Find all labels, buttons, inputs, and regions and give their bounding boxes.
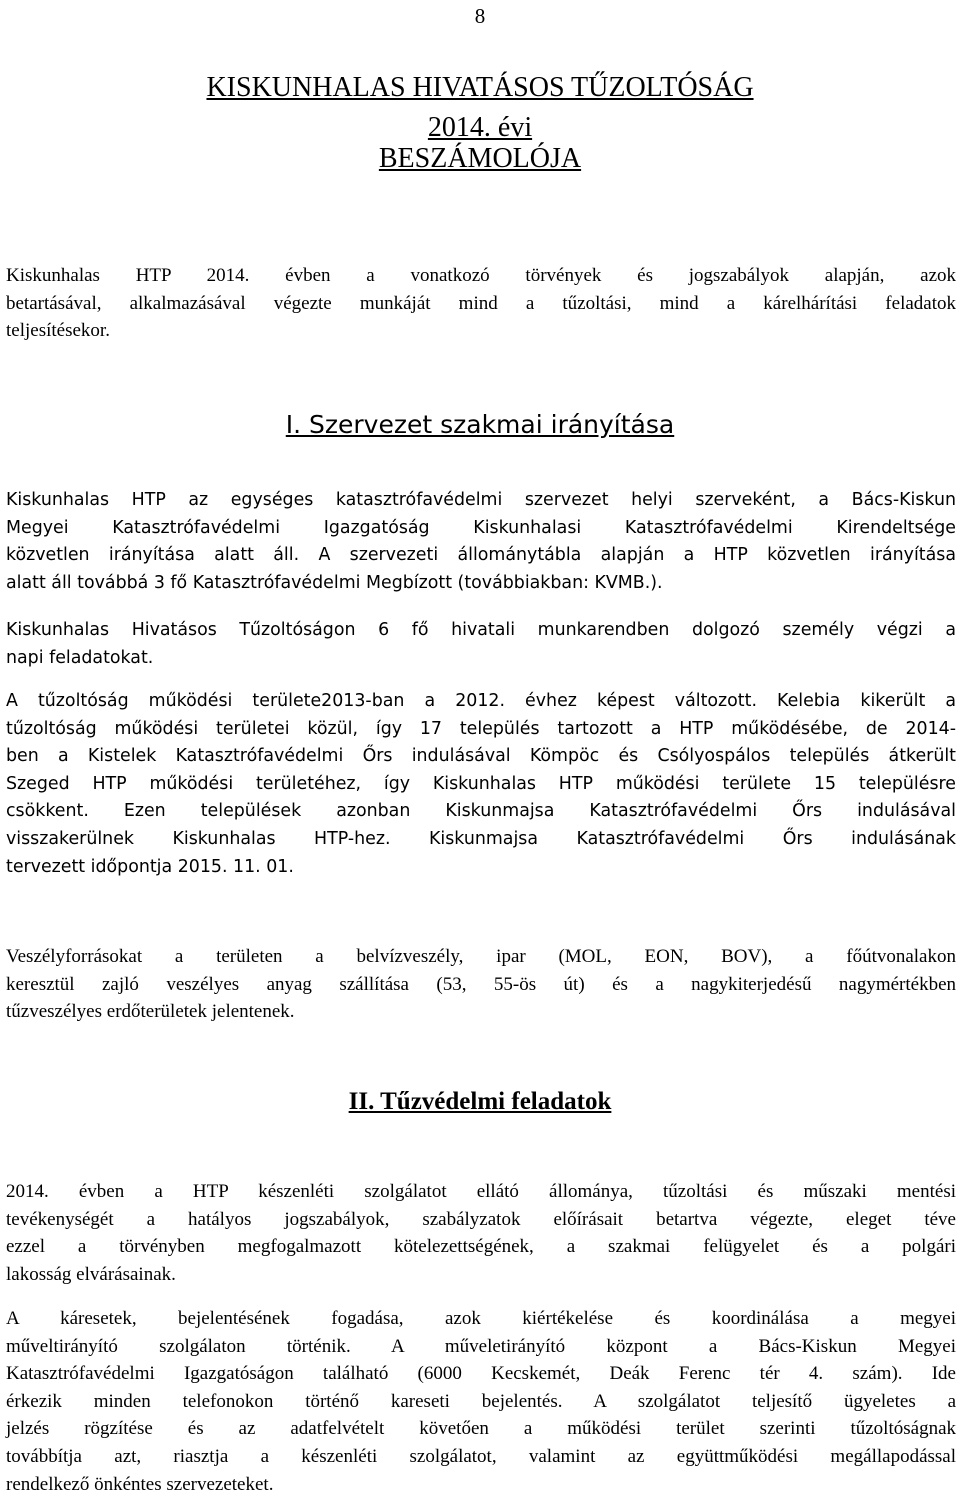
text-line: Kiskunhalas HTP 2014. évben a vonatkozó törvények és jogszabályok alapján, azok <box>6 265 956 286</box>
text-line: ben a Kistelek Katasztrófavédelmi Őrs indulásával Kömpöc és Csólyospálos település átkerült <box>6 746 956 767</box>
text-line: A káresetek, bejelentésének fogadása, azok kiértékelése és koordinálása a megyei <box>6 1308 956 1329</box>
text-line: visszakerülnek Kiskunhalas HTP-hez. Kiskunmajsa Katasztrófavédelmi Őrs indulásának <box>6 828 956 849</box>
text-line: műveltirányító szolgálaton történik. A műveletirányító központ a Bács-Kiskun Megyei <box>6 1335 956 1357</box>
text-line: Katasztrófavédelmi Igazgatóságon található (6000 Kecskemét, Deák Ferenc tér 4. szám). Ide <box>6 1363 956 1385</box>
section1-paragraph-3 <box>6 688 956 881</box>
page-number: 8 <box>474 4 486 28</box>
text-line: tűzoltóság működési területei közül, így 17 település tartozott a HTP működésébe, de 2014- <box>6 718 956 739</box>
document-title-line-1: KISKUNHALAS HIVATÁSOS TŰZOLTÓSÁG <box>206 72 754 103</box>
text-line: csökkent. Ezen települések azonban Kiskunmajsa Katasztrófavédelmi Őrs indulásával <box>6 801 956 822</box>
document-title-line-3: BESZÁMOLÓJA <box>378 143 582 174</box>
intro-paragraph <box>6 262 956 345</box>
text-line: érkezik minden telefonokon történő kareseti bejelentés. A szolgálatot teljesítő ügyeletes a <box>6 1390 956 1412</box>
text-line: közvetlen irányítása alatt áll. A szervezeti állománytábla alapján a HTP közvetlen irányítása <box>6 545 956 566</box>
document-title-line-2: 2014. évi <box>427 112 533 143</box>
text-line: A tűzoltóság működési területe2013-ban a 2012. évhez képest változott. Kelebia kikerült a <box>6 691 956 711</box>
section2-paragraph-2 <box>6 1305 956 1498</box>
text-line: továbbítja azt, riasztja a készenléti szolgálatot, valamint az együttműködési megállapodással <box>6 1445 956 1467</box>
section1-paragraph-4 <box>6 943 956 1026</box>
text-line: tűzveszélyes erdőterületek jelentenek. <box>6 1001 295 1023</box>
text-line: betartásával, alkalmazásával végezte munkáját mind a tűzoltási, mind a kárelhárítási feladatok <box>6 292 956 314</box>
text-line: tervezett időpontja 2015. 11. 01. <box>6 856 294 877</box>
section1-paragraph-1 <box>6 487 956 597</box>
text-line: tevékenységét a hatályos jogszabályok, szabályzatok előírásait betartva végezte, eleget téve <box>6 1208 956 1230</box>
text-line: rendelkező önkéntes szervezeteket. <box>6 1473 274 1495</box>
text-line: keresztül zajló veszélyes anyag szállítása (53, 55-ös út) és a nagykiterjedésű nagymértékben <box>6 973 956 995</box>
text-line: ezzel a törvényben megfogalmazott kötelezettségének, a szakmai felügyelet és a polgári <box>6 1236 956 1258</box>
text-line: Kiskunhalas Hivatásos Tűzoltóságon 6 fő hivatali munkarendben dolgozó személy végzi a <box>6 620 956 640</box>
text-line: 2014. évben a HTP készenléti szolgálatot ellátó állománya, tűzoltási és műszaki mentési <box>6 1181 956 1202</box>
text-line: jelzés rögzítése és az adatfelvételt követően a működési terület szerinti tűzoltóságnak <box>6 1418 956 1440</box>
text-line: Veszélyforrásokat a területen a belvízveszély, ipar (MOL, EON, BOV), a főútvonalakon <box>6 946 956 967</box>
text-line: alatt áll továbbá 3 fő Katasztrófavédelmi Megbízott (továbbiakban: KVMB.). <box>6 572 663 593</box>
text-line: Megyei Katasztrófavédelmi Igazgatóság Kiskunhalasi Katasztrófavédelmi Kirendeltsége <box>6 517 956 538</box>
text-line: Szeged HTP működési területéhez, így Kiskunhalas HTP működési területe 15 településre <box>6 773 956 794</box>
text-line: teljesítésekor. <box>6 320 110 342</box>
text-line: lakosság elvárásainak. <box>6 1263 176 1285</box>
section2-paragraph-1 <box>6 1178 956 1288</box>
text-line: napi feladatokat. <box>6 647 154 668</box>
section-heading-2: II. Tűzvédelmi feladatok <box>348 1088 612 1115</box>
section1-paragraph-2 <box>6 617 956 672</box>
text-line: Kiskunhalas HTP az egységes katasztrófavédelmi szervezet helyi szerveként, a Bács-Kiskun <box>6 490 956 510</box>
section-heading-1: I. Szervezet szakmai irányítása <box>285 410 675 439</box>
